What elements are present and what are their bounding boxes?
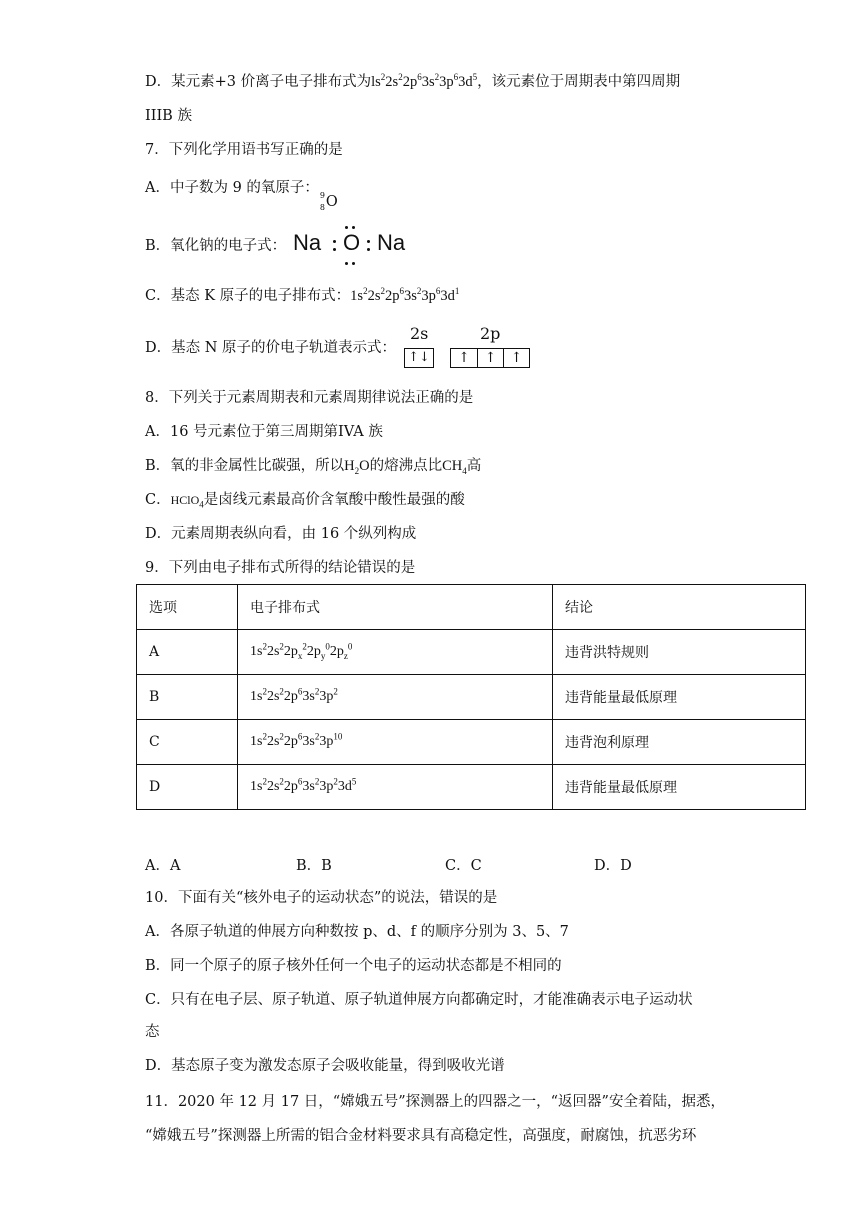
q10-option-d: D．基态原子变为激发态原子会吸收能量，得到吸收光谱 bbox=[145, 1058, 505, 1074]
perchloric-acid-formula: HClO$_4$ bbox=[170, 493, 204, 510]
orbital-box-2p bbox=[450, 348, 530, 368]
q6-option-d-cont: IIIB 族 bbox=[145, 108, 192, 124]
electron-dot bbox=[345, 226, 348, 229]
q8-option-a: A．16 号元素位于第三周期第IVA 族 bbox=[145, 424, 383, 440]
table-header-row bbox=[137, 585, 806, 630]
table-cell-conclusion: 违背泡利原理 bbox=[553, 720, 806, 765]
electron-dot bbox=[333, 248, 336, 251]
table-row bbox=[137, 630, 806, 675]
table-cell-config: $1s^22s^22p^63s^23p^2$ bbox=[238, 675, 553, 720]
q9-choice-a: A．A bbox=[145, 858, 181, 874]
table-header: 电子排布式 bbox=[238, 585, 553, 630]
table-cell-config: $1s^22s^22p^63s^23p^23d^5$ bbox=[238, 765, 553, 810]
q9-choice-d: D．D bbox=[594, 858, 632, 874]
k-electron-config: $1s^22s^22p^63s^23p^63d^1$ bbox=[350, 286, 460, 304]
table-cell-conclusion: 违背能量最低原理 bbox=[553, 765, 806, 810]
q9-stem: 9．下列由电子排布式所得的结论错误的是 bbox=[145, 560, 416, 576]
methane-formula: $CH_4$ bbox=[442, 458, 467, 476]
table-row bbox=[137, 675, 806, 720]
water-formula: $H_2O$ bbox=[344, 458, 370, 476]
q7-option-c: C．基态 K 原子的电子排布式：$1s^22s^22p^63s^23p^63d^1$ bbox=[145, 286, 460, 304]
q10-option-b: B．同一个原子的原子核外任何一个电子的运动状态都是不相同的 bbox=[145, 958, 562, 974]
table-row bbox=[137, 765, 806, 810]
q9-table bbox=[136, 584, 806, 810]
q9-choice-b: B．B bbox=[296, 858, 332, 874]
table-cell-option: B bbox=[137, 675, 238, 720]
q7-option-b: B．氧化钠的电子式： bbox=[145, 238, 287, 254]
table-cell-conclusion: 违背洪特规则 bbox=[553, 630, 806, 675]
orbital-label-2p: 2p bbox=[480, 324, 501, 343]
q7-stem: 7．下列化学用语书写正确的是 bbox=[145, 142, 343, 158]
up-arrow-icon bbox=[504, 349, 529, 367]
paired-electrons-icon: ↑↓ bbox=[408, 350, 430, 365]
table-cell-option: C bbox=[137, 720, 238, 765]
table-cell-conclusion: 违背能量最低原理 bbox=[553, 675, 806, 720]
q11-line-2: “嫦娥五号”探测器上所需的铝合金材料要求具有高稳定性，高强度，耐腐蚀，抗恶劣环 bbox=[145, 1128, 697, 1144]
q9-choice-c: C．C bbox=[445, 858, 482, 874]
up-arrow-icon bbox=[478, 349, 504, 367]
q7-option-d: D．基态 N 原子的价电子轨道表示式： bbox=[145, 340, 397, 356]
up-arrow-icon bbox=[451, 349, 478, 367]
electron-dot bbox=[352, 262, 355, 265]
electron-dot bbox=[345, 262, 348, 265]
q11-line-1: 11．2020 年 12 月 17 日，“嫦娥五号”探测器上的四器之一，“返回器”安全着陆，据悉， bbox=[145, 1094, 725, 1110]
table-row bbox=[137, 720, 806, 765]
electron-dot bbox=[367, 248, 370, 251]
q6-electron-config: $ls^22s^22p^63s^23p^63d^5$ bbox=[371, 72, 478, 90]
q8-option-b: B．氧的非金属性比碳强，所以$H_2O$的熔沸点比$CH_4$高 bbox=[145, 458, 482, 476]
q8-stem: 8．下列关于元素周期表和元素周期律说法正确的是 bbox=[145, 390, 474, 406]
table-cell-option: D bbox=[137, 765, 238, 810]
electron-dot bbox=[333, 240, 336, 243]
q10-stem: 10．下面有关“核外电子的运动状态”的说法，错误的是 bbox=[145, 890, 498, 906]
q10-option-a: A．各原子轨道的伸展方向种数按 p、d、f 的顺序分别为 3、5、7 bbox=[145, 924, 569, 940]
q8-option-d: D．元素周期表纵向看，由 16 个纵列构成 bbox=[145, 526, 417, 542]
table-header: 结论 bbox=[553, 585, 806, 630]
q8-option-c: C．HClO$_4$是卤线元素最高价含氧酸中酸性最强的酸 bbox=[145, 492, 465, 510]
electron-dot bbox=[352, 226, 355, 229]
sodium-oxide-electron-formula: Na O Na bbox=[293, 226, 413, 270]
q10-option-c-cont: 态 bbox=[145, 1024, 160, 1040]
q10-option-c: C．只有在电子层、原子轨道、原子轨道伸展方向都确定时，才能准确表示电子运动状 bbox=[145, 992, 693, 1008]
table-cell-config: $1s^22s^22p^63s^23p^{10}$ bbox=[238, 720, 553, 765]
q7-option-a: A．中子数为 9 的氧原子： 9 8 O bbox=[145, 180, 338, 212]
q6-option-d: D．某元素+3 价离子电子排布式为$ls^22s^22p^63s^23p^63d^5$，该元素位于周期表中第四周期 bbox=[145, 72, 681, 90]
table-cell-option: A bbox=[137, 630, 238, 675]
table-header: 选项 bbox=[137, 585, 238, 630]
electron-dot bbox=[367, 240, 370, 243]
table-cell-config: $1s^22s^22p_x^22p_y^02p_z^0$ bbox=[238, 630, 553, 675]
orbital-label-2s: 2s bbox=[410, 324, 429, 343]
orbital-box-2s bbox=[404, 348, 434, 368]
